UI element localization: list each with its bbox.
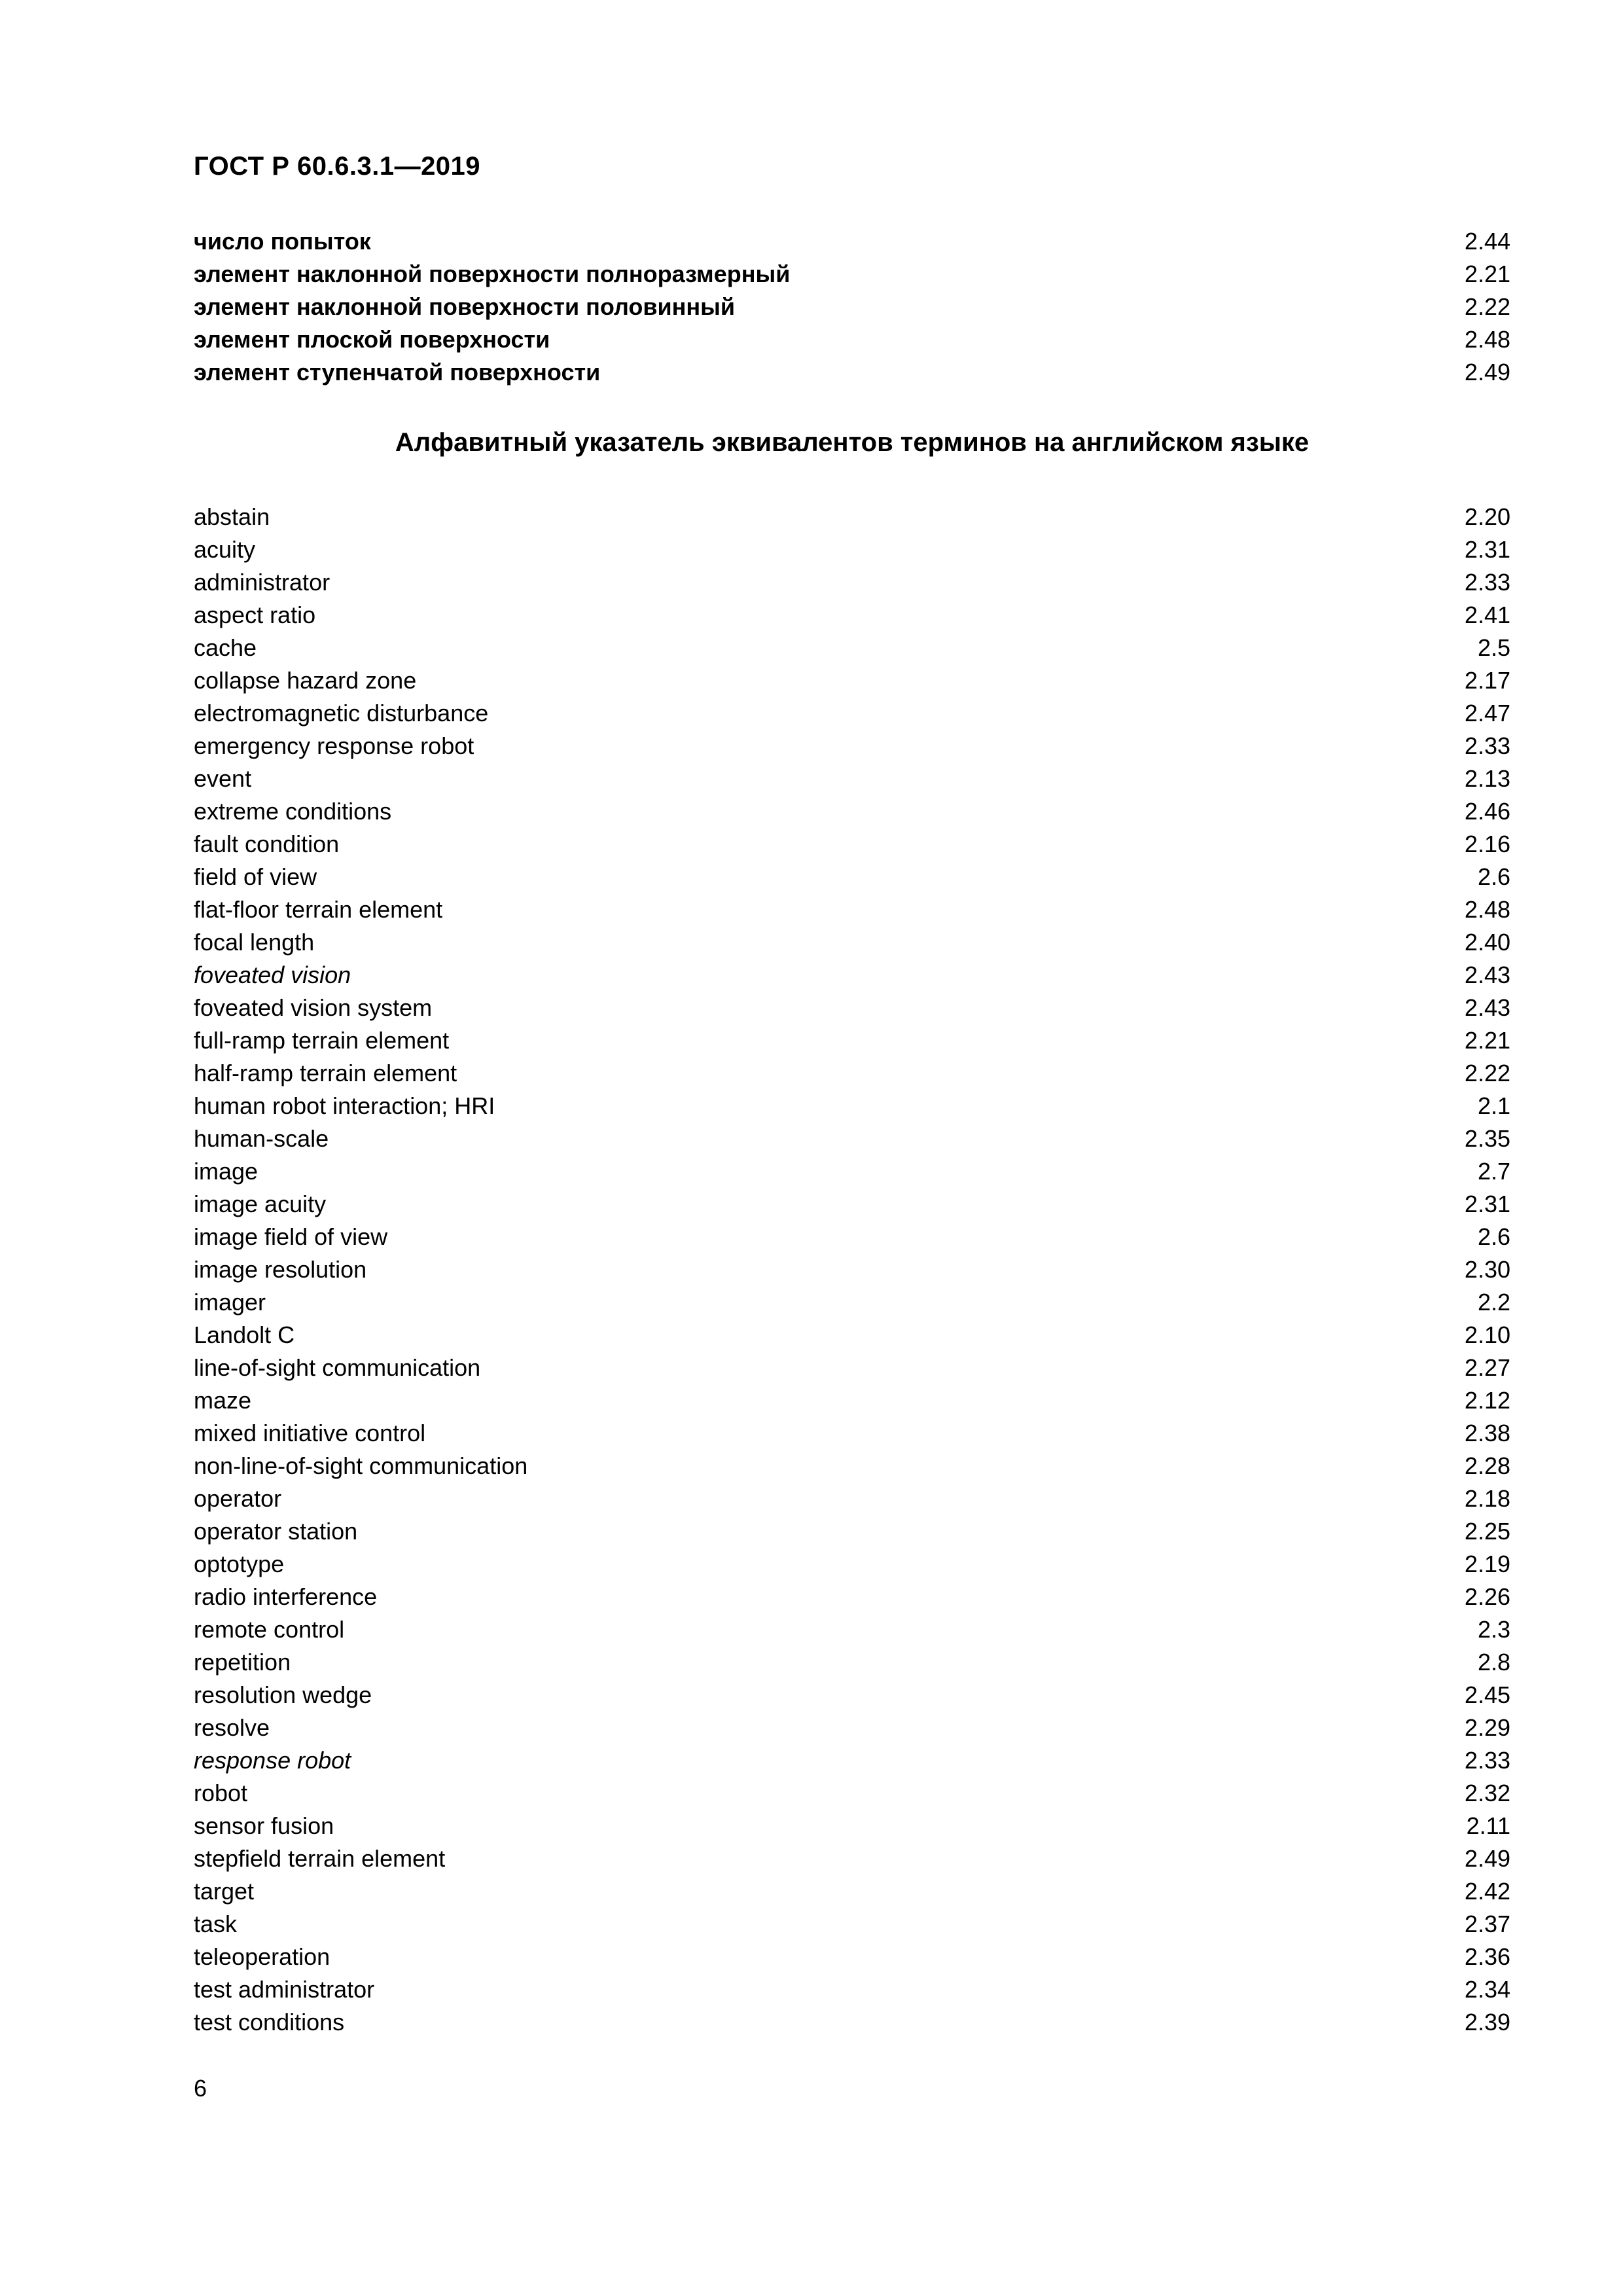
index-entry [194, 926, 1510, 959]
index-reference: 2.1 [1477, 1092, 1510, 1119]
index-entry [194, 356, 1510, 389]
index-entry [194, 992, 1510, 1024]
index-term: electromagnetic disturbance [194, 700, 489, 726]
index-entry [194, 893, 1510, 926]
index-reference: 2.19 [1464, 1551, 1510, 1577]
index-entry [194, 1352, 1510, 1384]
index-reference: 2.6 [1477, 1223, 1510, 1250]
index-entry [194, 1581, 1510, 1613]
index-reference: 2.16 [1464, 831, 1510, 857]
index-entry [194, 1515, 1510, 1548]
index-entry [194, 1450, 1510, 1482]
index-reference: 2.22 [1464, 293, 1510, 320]
index-entry [194, 1319, 1510, 1352]
index-term: human-scale [194, 1125, 329, 1152]
index-entry [194, 1122, 1510, 1155]
index-term: emergency response robot [194, 732, 474, 759]
index-reference: 2.33 [1464, 1747, 1510, 1774]
index-entry [194, 1908, 1510, 1941]
index-entry [194, 1613, 1510, 1646]
index-reference: 2.21 [1464, 1027, 1510, 1054]
index-term: image field of view [194, 1223, 388, 1250]
index-reference: 2.5 [1477, 634, 1510, 661]
index-entry [194, 291, 1510, 323]
index-entry [194, 632, 1510, 664]
index-term: число попыток [194, 228, 371, 255]
index-entry [194, 1090, 1510, 1122]
index-term: imager [194, 1289, 266, 1316]
index-term: элемент плоской поверхности [194, 326, 550, 353]
index-entry [194, 1384, 1510, 1417]
index-term: focal length [194, 929, 315, 956]
index-term: abstain [194, 503, 270, 530]
index-reference: 2.39 [1464, 2009, 1510, 2036]
index-term: task [194, 1910, 238, 1937]
index-entry [194, 1973, 1510, 2006]
index-term: Landolt C [194, 1321, 295, 1348]
index-reference: 2.2 [1477, 1289, 1510, 1316]
index-entry [194, 762, 1510, 795]
index-entry [194, 1024, 1510, 1057]
index-reference: 2.7 [1477, 1158, 1510, 1185]
index-reference: 2.32 [1464, 1780, 1510, 1806]
index-term: human robot interaction; HRI [194, 1092, 495, 1119]
index-entry [194, 1744, 1510, 1777]
index-reference: 2.22 [1464, 1060, 1510, 1086]
index-entry [194, 828, 1510, 861]
index-reference: 2.21 [1464, 260, 1510, 287]
index-reference: 2.11 [1466, 1812, 1510, 1839]
index-reference: 2.43 [1464, 994, 1510, 1021]
index-entry [194, 959, 1510, 992]
index-term: full-ramp terrain element [194, 1027, 450, 1054]
index-entry [194, 1057, 1510, 1090]
index-term: test conditions [194, 2009, 345, 2036]
document-header: ГОСТ Р 60.6.3.1—2019 [194, 152, 481, 181]
index-entry [194, 1712, 1510, 1744]
index-term: acuity [194, 536, 256, 563]
index-entry [194, 1875, 1510, 1908]
index-reference: 2.40 [1464, 929, 1510, 956]
index-term: элемент ступенчатой поверхности [194, 359, 601, 386]
index-reference: 2.25 [1464, 1518, 1510, 1545]
english-index-list [194, 501, 1510, 2039]
index-term: half-ramp terrain element [194, 1060, 457, 1086]
index-term: field of view [194, 863, 317, 890]
index-term: элемент наклонной поверхности полноразмерный [194, 260, 791, 287]
index-reference: 2.17 [1464, 667, 1510, 694]
index-entry [194, 323, 1510, 356]
index-reference: 2.33 [1464, 569, 1510, 596]
index-reference: 2.42 [1464, 1878, 1510, 1905]
russian-index-list [194, 225, 1510, 389]
index-entry [194, 225, 1510, 258]
index-term: test administrator [194, 1976, 375, 2003]
index-reference: 2.27 [1464, 1354, 1510, 1381]
index-entry [194, 1253, 1510, 1286]
index-entry [194, 697, 1510, 730]
index-term: event [194, 765, 252, 792]
index-reference: 2.3 [1477, 1616, 1510, 1643]
index-term: image resolution [194, 1256, 367, 1283]
index-reference: 2.43 [1464, 961, 1510, 988]
index-reference: 2.6 [1477, 863, 1510, 890]
index-reference: 2.38 [1464, 1420, 1510, 1446]
index-reference: 2.41 [1464, 601, 1510, 628]
index-entry [194, 1482, 1510, 1515]
index-term: элемент наклонной поверхности половинный [194, 293, 736, 320]
index-term: non-line-of-sight communication [194, 1452, 528, 1479]
index-entry [194, 1155, 1510, 1188]
index-reference: 2.20 [1464, 503, 1510, 530]
index-reference: 2.46 [1464, 798, 1510, 825]
index-term: foveated vision system [194, 994, 433, 1021]
index-entry [194, 1221, 1510, 1253]
index-term: target [194, 1878, 255, 1905]
index-reference: 2.26 [1464, 1583, 1510, 1610]
index-term: optotype [194, 1551, 285, 1577]
index-term: cache [194, 634, 257, 661]
index-reference: 2.33 [1464, 732, 1510, 759]
index-reference: 2.48 [1464, 896, 1510, 923]
index-term: image acuity [194, 1191, 327, 1217]
index-reference: 2.44 [1464, 228, 1510, 255]
index-term: administrator [194, 569, 330, 596]
index-term: mixed initiative control [194, 1420, 426, 1446]
index-entry [194, 258, 1510, 291]
index-term: resolve [194, 1714, 270, 1741]
index-entry [194, 1286, 1510, 1319]
index-reference: 2.49 [1464, 359, 1510, 386]
index-term: image [194, 1158, 259, 1185]
index-term: extreme conditions [194, 798, 392, 825]
index-term: collapse hazard zone [194, 667, 417, 694]
index-reference: 2.45 [1464, 1681, 1510, 1708]
index-entry [194, 664, 1510, 697]
index-entry [194, 795, 1510, 828]
index-entry [194, 501, 1510, 533]
index-entry [194, 1646, 1510, 1679]
index-term: teleoperation [194, 1943, 330, 1970]
index-entry [194, 1548, 1510, 1581]
index-term: flat-floor terrain element [194, 896, 443, 923]
index-reference: 2.10 [1464, 1321, 1510, 1348]
index-reference: 2.12 [1464, 1387, 1510, 1414]
index-entry [194, 533, 1510, 566]
index-reference: 2.49 [1464, 1845, 1510, 1872]
index-term: stepfield terrain element [194, 1845, 446, 1872]
index-term: operator station [194, 1518, 358, 1545]
index-reference: 2.48 [1464, 326, 1510, 353]
index-term: radio interference [194, 1583, 378, 1610]
index-entry [194, 1417, 1510, 1450]
index-term: sensor fusion [194, 1812, 334, 1839]
index-reference: 2.35 [1464, 1125, 1510, 1152]
index-reference: 2.28 [1464, 1452, 1510, 1479]
index-reference: 2.30 [1464, 1256, 1510, 1283]
index-entry [194, 1188, 1510, 1221]
page-number: 6 [194, 2075, 207, 2102]
index-entry [194, 730, 1510, 762]
index-reference: 2.29 [1464, 1714, 1510, 1741]
index-reference: 2.37 [1464, 1910, 1510, 1937]
index-reference: 2.47 [1464, 700, 1510, 726]
index-entry [194, 1842, 1510, 1875]
index-term: robot [194, 1780, 248, 1806]
index-term: fault condition [194, 831, 340, 857]
index-reference: 2.34 [1464, 1976, 1510, 2003]
index-entry [194, 1777, 1510, 1810]
index-term: maze [194, 1387, 252, 1414]
index-term: aspect ratio [194, 601, 316, 628]
index-reference: 2.36 [1464, 1943, 1510, 1970]
index-term: repetition [194, 1649, 291, 1676]
index-entry [194, 2006, 1510, 2039]
index-entry [194, 1810, 1510, 1842]
index-term: foveated vision [194, 961, 351, 988]
index-entry [194, 1941, 1510, 1973]
index-reference: 2.18 [1464, 1485, 1510, 1512]
index-entry [194, 1679, 1510, 1712]
index-reference: 2.13 [1464, 765, 1510, 792]
index-reference: 2.31 [1464, 536, 1510, 563]
index-reference: 2.31 [1464, 1191, 1510, 1217]
index-term: response robot [194, 1747, 351, 1774]
index-term: resolution wedge [194, 1681, 372, 1708]
index-term: remote control [194, 1616, 345, 1643]
index-term: operator [194, 1485, 282, 1512]
index-reference: 2.8 [1477, 1649, 1510, 1676]
index-entry [194, 566, 1510, 599]
section-heading: Алфавитный указатель эквивалентов терминов на английском языке [395, 428, 1310, 457]
index-entry [194, 861, 1510, 893]
index-entry [194, 599, 1510, 632]
index-term: line-of-sight communication [194, 1354, 481, 1381]
